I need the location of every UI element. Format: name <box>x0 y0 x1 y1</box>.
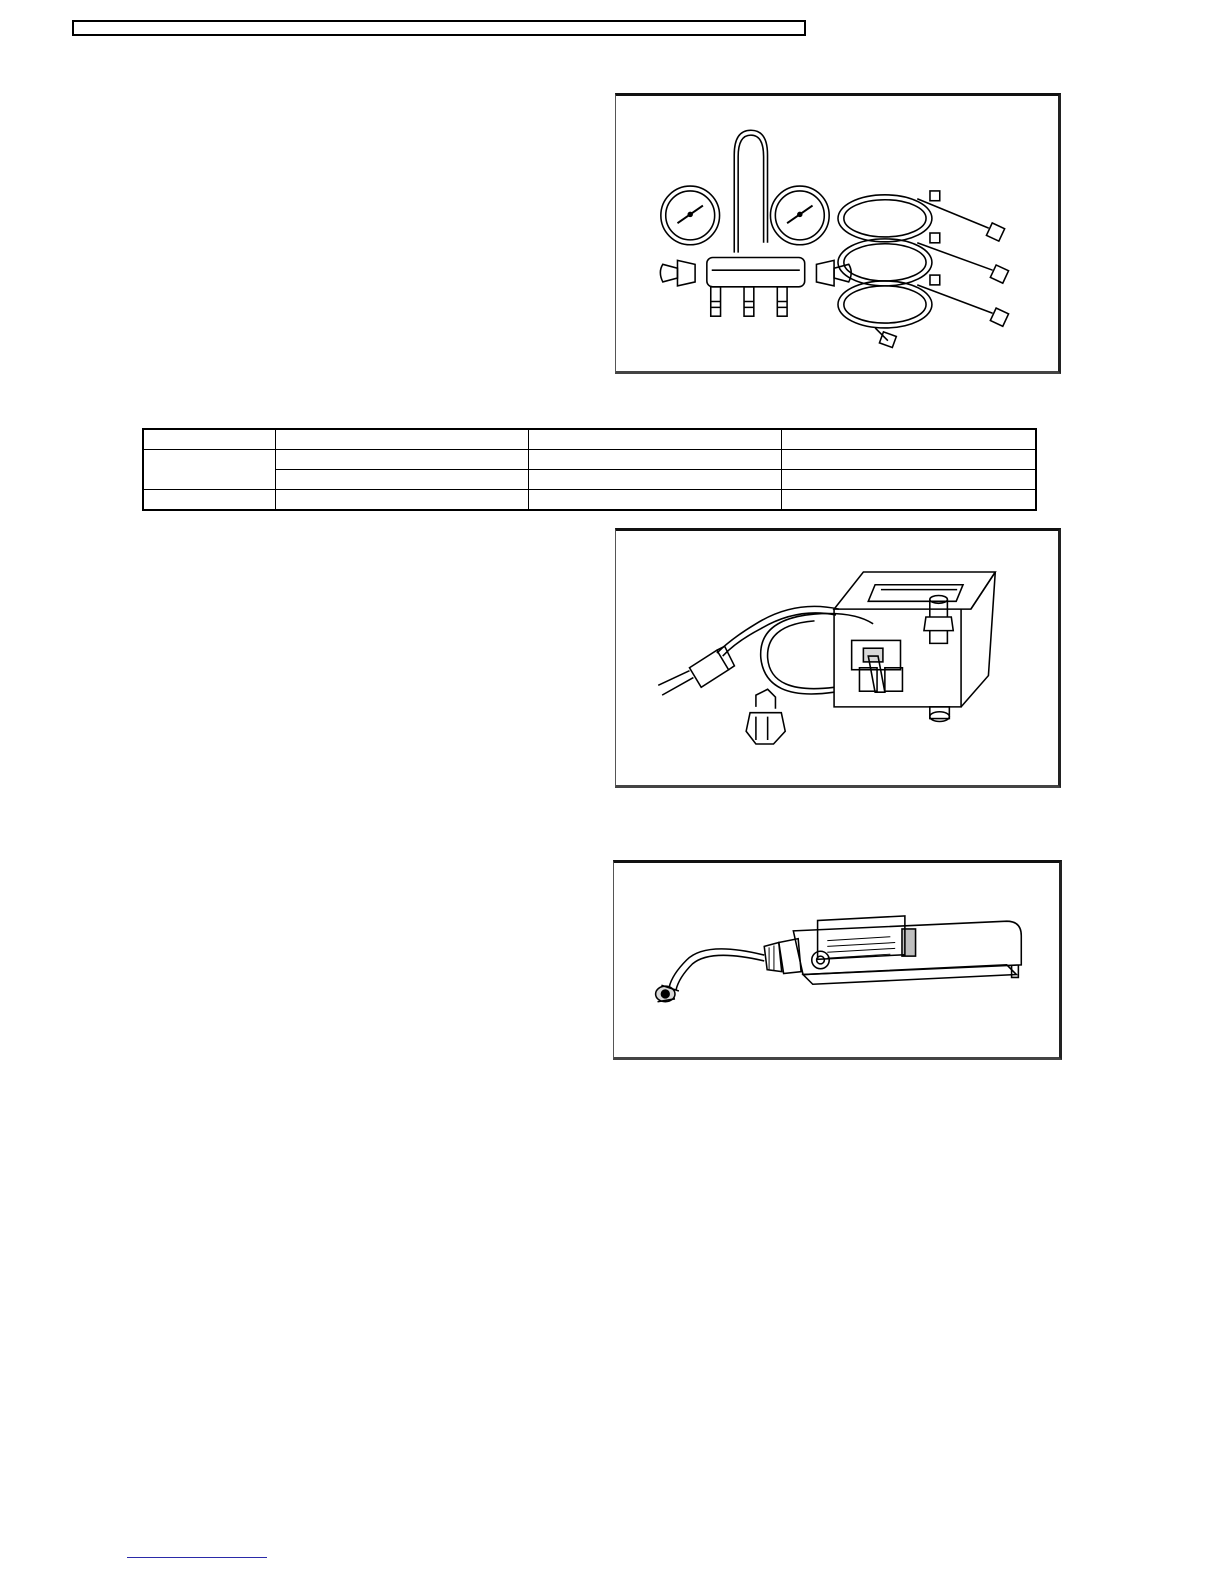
table-cell <box>528 429 781 450</box>
leak-detector-icon <box>614 863 1059 1057</box>
table-cell <box>528 450 781 470</box>
table-cell <box>275 470 528 490</box>
table-cell <box>528 490 781 511</box>
table-row <box>143 470 1036 490</box>
table-cell <box>528 470 781 490</box>
footer-link[interactable] <box>127 1557 267 1558</box>
table-cell <box>275 429 528 450</box>
table-cell <box>275 450 528 470</box>
manifold-gauge-figure <box>615 93 1061 374</box>
leak-detector-figure <box>613 860 1062 1060</box>
table-cell <box>143 490 275 511</box>
manifold-gauge-icon <box>616 96 1058 371</box>
table-cell <box>781 470 1036 490</box>
header-box <box>72 20 806 36</box>
table-cell <box>781 490 1036 511</box>
table-row <box>143 429 1036 450</box>
spec-table <box>142 428 1037 511</box>
vacuum-pump-icon <box>616 531 1058 785</box>
vacuum-pump-figure <box>615 528 1061 788</box>
table-cell <box>781 429 1036 450</box>
table-cell <box>275 490 528 511</box>
table-cell <box>143 429 275 450</box>
table-row <box>143 490 1036 511</box>
table-cell <box>781 450 1036 470</box>
table-cell <box>143 450 275 490</box>
table-row <box>143 450 1036 470</box>
